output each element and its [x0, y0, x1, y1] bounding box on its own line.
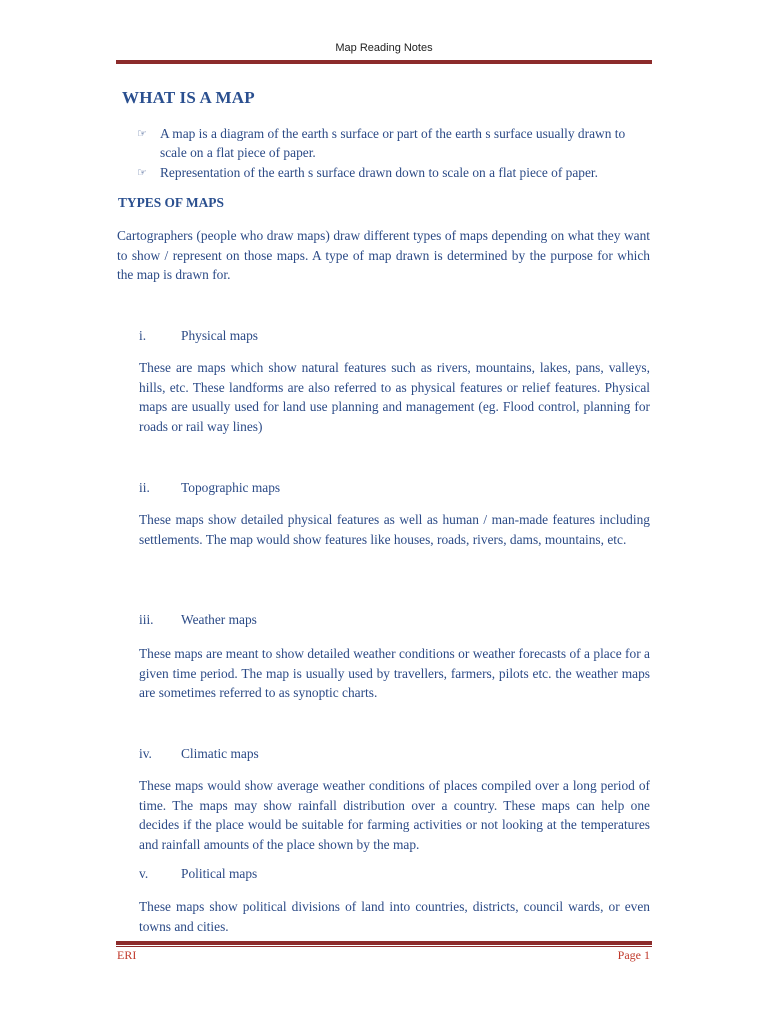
- type-heading-political: [139, 866, 257, 882]
- type-title: Topographic maps: [181, 480, 281, 495]
- type-desc-climatic: These maps would show average weather conditions of places compiled over a long period of time. The maps may show rainfall distribution over a country. These maps can help one decides if the place would be suitable for farming activities or not looking at the temperatures and rainfall amounts of the place shown by the map.: [139, 778, 650, 852]
- page-number: Page 1: [617, 948, 650, 962]
- header-rule: [116, 60, 652, 64]
- type-desc-weather: These maps are meant to show detailed weather conditions or weather forecasts of a place for a given time period. The map is usually used by travellers, farmers, pilots etc. the weather maps are sometimes referred to as synoptic charts.: [139, 646, 650, 701]
- heading-what-is-a-map: WHAT IS A MAP: [122, 88, 255, 107]
- type-number: iii.: [139, 612, 154, 627]
- bullet-text: Representation of the earth s surface drawn down to scale on a flat piece of paper.: [160, 164, 598, 180]
- type-desc-physical: These are maps which show natural features such as rivers, mountains, lakes, pans, valleys, hills, etc. These landforms are also referred to as physical features or relief features. Physical maps are usually used for land use planning and management (eg. Flood control, planning for roads or rail way lines): [139, 360, 650, 434]
- type-heading-topographic: [139, 480, 280, 496]
- types-intro-paragraph: Cartographers (people who draw maps) draw different types of maps depending on what they want to show / represent on those maps. A type of map drawn is determined by the purpose for which the map is drawn for.: [117, 228, 650, 283]
- type-title: Climatic maps: [181, 746, 259, 761]
- type-number: i.: [139, 328, 147, 343]
- footer-left-label: ERI: [117, 948, 137, 962]
- pointing-hand-icon: ☞: [137, 165, 147, 179]
- bullet-text: A map is a diagram of the earth s surface or part of the earth s surface usually drawn to scale on a flat piece of paper.: [160, 126, 626, 161]
- footer-rule-thin: [116, 946, 652, 947]
- definition-bullets: [137, 124, 651, 182]
- pointing-hand-icon: ☞: [137, 127, 147, 140]
- type-desc-topographic: These maps show detailed physical features as well as human / man-made features including settlements. The map would show features like houses, roads, rivers, dams, mountains, etc.: [139, 512, 650, 547]
- type-heading-weather: [139, 612, 257, 628]
- type-desc-political: These maps show political divisions of land into countries, districts, council wards, or even towns and cities.: [139, 899, 650, 934]
- type-number: ii.: [139, 480, 150, 495]
- running-header: Map Reading Notes: [335, 42, 433, 54]
- type-number: iv.: [139, 746, 152, 761]
- heading-types-of-maps: TYPES OF MAPS: [118, 195, 224, 210]
- type-title: Political maps: [181, 866, 258, 881]
- type-heading-physical: [139, 328, 258, 344]
- footer-rule: [116, 941, 652, 945]
- type-heading-climatic: [139, 746, 259, 762]
- bullet-item: [137, 163, 651, 182]
- type-number: v.: [139, 866, 149, 881]
- type-title: Physical maps: [181, 328, 258, 343]
- bullet-item: [137, 124, 651, 163]
- type-title: Weather maps: [181, 612, 257, 627]
